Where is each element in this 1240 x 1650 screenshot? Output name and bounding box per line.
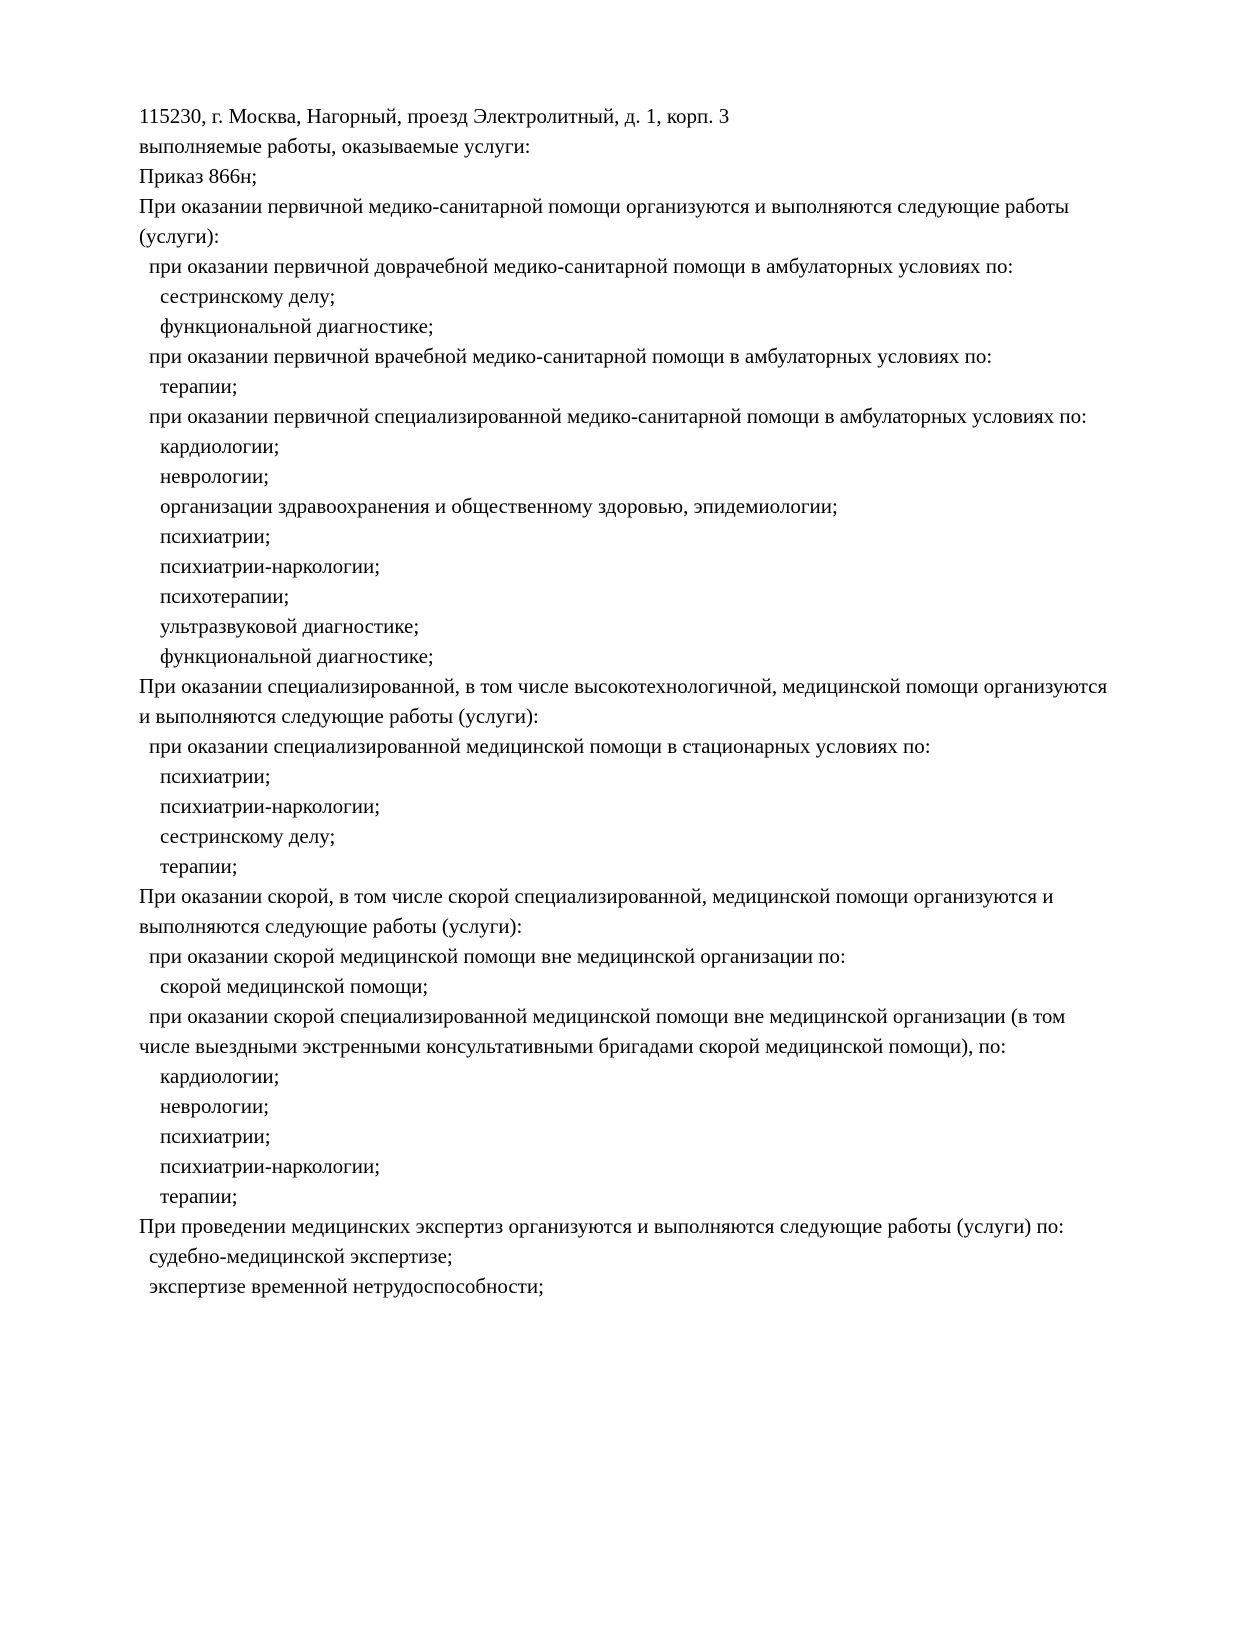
- paragraph: При оказании скорой, в том числе скорой специализированной, медицинской помощи организуются и выполняются следующие работы (услуги):: [139, 884, 1054, 938]
- paragraph: кардиологии;: [160, 434, 280, 458]
- paragraph: при оказании скорой медицинской помощи вне медицинской организации по:: [149, 944, 846, 968]
- paragraph: психотерапии;: [160, 584, 290, 608]
- paragraph: сестринскому делу;: [160, 284, 336, 308]
- paragraph: при оказании скорой специализированной медицинской помощи вне медицинской организации (в том числе выездными экстренными консультативными бригадами скорой медицинской помощи), по:: [139, 1004, 1066, 1058]
- paragraph: психиатрии-наркологии;: [160, 794, 381, 818]
- paragraph: функциональной диагностике;: [160, 644, 434, 668]
- paragraph: При оказании специализированной, в том числе высокотехнологичной, медицинской помощи организуются и выполняются следующие работы (услуги):: [139, 674, 1108, 728]
- paragraph: психиатрии;: [160, 1124, 271, 1148]
- paragraph: психиатрии;: [160, 524, 271, 548]
- paragraph: терапии;: [160, 374, 238, 398]
- paragraph: Приказ 866н;: [139, 164, 258, 188]
- paragraph: скорой медицинской помощи;: [160, 974, 429, 998]
- paragraph: При оказании первичной медико-санитарной помощи организуются и выполняются следующие работы (услуги):: [139, 194, 1069, 248]
- paragraph: терапии;: [160, 1184, 238, 1208]
- paragraph: при оказании специализированной медицинской помощи в стационарных условиях по:: [149, 734, 931, 758]
- paragraph: При проведении медицинских экспертиз организуются и выполняются следующие работы (услуги) по:: [139, 1214, 1065, 1238]
- paragraph: организации здравоохранения и общественному здоровью, эпидемиологии;: [160, 494, 838, 518]
- paragraph: неврологии;: [160, 464, 270, 488]
- paragraph: при оказании первичной доврачебной медико-санитарной помощи в амбулаторных условиях по:: [149, 254, 1014, 278]
- paragraph: кардиологии;: [160, 1064, 280, 1088]
- paragraph: психиатрии;: [160, 764, 271, 788]
- paragraph: экспертизе временной нетрудоспособности;: [149, 1274, 544, 1298]
- paragraph: ультразвуковой диагностике;: [160, 614, 420, 638]
- paragraph: психиатрии-наркологии;: [160, 1154, 381, 1178]
- paragraph: психиатрии-наркологии;: [160, 554, 381, 578]
- paragraph: выполняемые работы, оказываемые услуги:: [139, 134, 531, 158]
- paragraph: судебно-медицинской экспертизе;: [149, 1244, 453, 1268]
- paragraph: при оказании первичной врачебной медико-санитарной помощи в амбулаторных условиях по:: [149, 344, 993, 368]
- paragraph: 115230, г. Москва, Нагорный, проезд Электролитный, д. 1, корп. 3: [139, 104, 730, 128]
- document-body: [139, 101, 1111, 1301]
- paragraph: функциональной диагностике;: [160, 314, 434, 338]
- paragraph: терапии;: [160, 854, 238, 878]
- paragraph: при оказании первичной специализированной медико-санитарной помощи в амбулаторных условиях по:: [149, 404, 1088, 428]
- paragraph: неврологии;: [160, 1094, 270, 1118]
- paragraph: сестринскому делу;: [160, 824, 336, 848]
